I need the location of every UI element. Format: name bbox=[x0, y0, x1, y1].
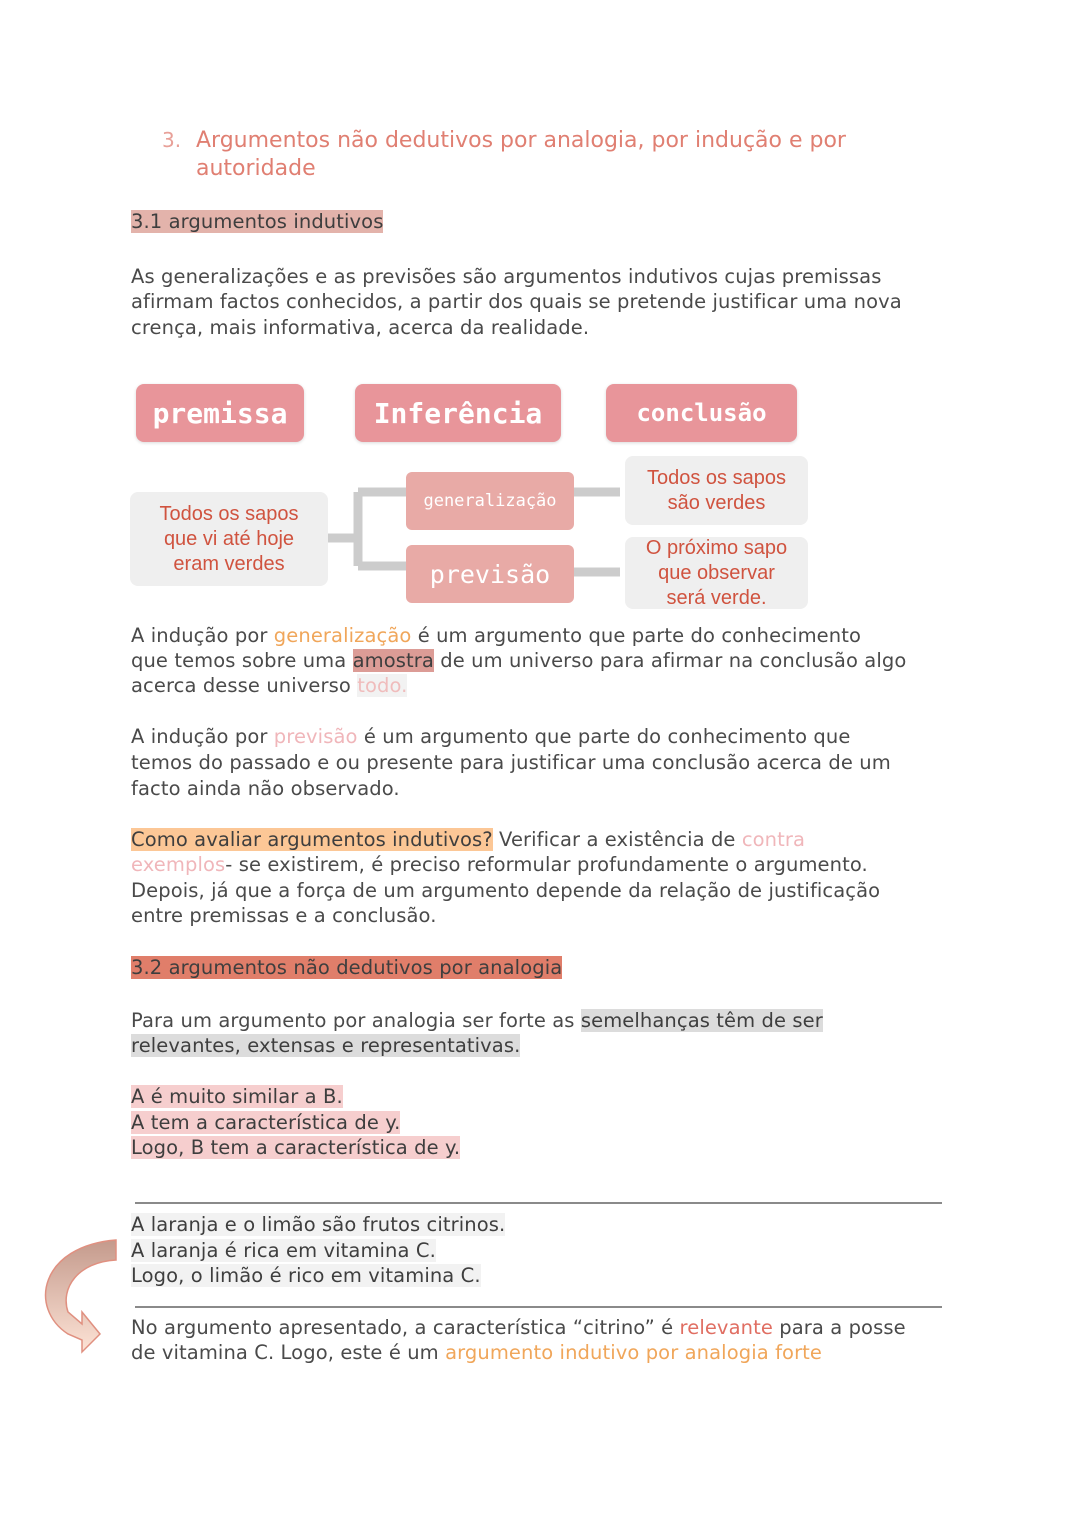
paragraph-line bbox=[131, 776, 400, 802]
premise-box bbox=[130, 492, 328, 586]
premise-line: Todos os sapos bbox=[159, 502, 299, 525]
paragraph-line bbox=[131, 878, 880, 904]
header-inferencia: Inferência bbox=[355, 384, 561, 442]
schema-line bbox=[131, 1084, 343, 1110]
text-segment: Depois, já que a força de um argumento depende da relação de justificação bbox=[131, 879, 881, 902]
header-conclusao: conclusão bbox=[606, 384, 797, 442]
text-segment: acerca desse universo bbox=[131, 674, 358, 697]
highlighted-text: Como avaliar argumentos indutivos? bbox=[131, 828, 493, 851]
previsao-box: previsão bbox=[406, 545, 574, 603]
text-segment: entre premissas e a conclusão. bbox=[131, 904, 437, 927]
highlighted-text: amostra bbox=[352, 649, 434, 672]
text-segment: No argumento apresentado, a característica “citrino” é bbox=[131, 1316, 680, 1339]
highlighted-text: previsão bbox=[273, 725, 358, 748]
highlighted-text: relevantes, extensas e representativas. bbox=[131, 1034, 521, 1057]
divider bbox=[135, 1202, 942, 1204]
conclusion-box-generalization bbox=[625, 456, 808, 525]
paragraph-line bbox=[131, 648, 906, 674]
example-line bbox=[131, 1238, 436, 1264]
highlighted-text: semelhanças têm de ser bbox=[580, 1009, 823, 1032]
conclusion-line: será verde. bbox=[666, 586, 767, 609]
text-segment: de um universo para afirmar na conclusão algo bbox=[433, 649, 907, 672]
highlighted-text: Logo, B tem a característica de y. bbox=[131, 1136, 461, 1159]
paragraph-line bbox=[131, 827, 805, 853]
highlighted-text: todo. bbox=[357, 674, 408, 697]
paragraph-line bbox=[131, 315, 589, 341]
schema-line bbox=[131, 1110, 400, 1136]
curved-arrow-icon bbox=[38, 1238, 120, 1354]
highlighted-text: A laranja e o limão são frutos citrinos. bbox=[131, 1213, 506, 1236]
text-segment: As generalizações e as previsões são argumentos indutivos cujas premissas bbox=[131, 265, 882, 288]
highlighted-text: exemplos bbox=[131, 853, 226, 876]
paragraph-line bbox=[131, 289, 902, 315]
highlighted-text: argumento indutivo por analogia forte bbox=[445, 1341, 823, 1364]
highlighted-text: relevante bbox=[679, 1316, 773, 1339]
paragraph-line bbox=[131, 750, 891, 776]
subheading-3-1 bbox=[131, 209, 383, 235]
paragraph-line bbox=[131, 903, 437, 929]
conclusion-line bbox=[131, 1315, 906, 1341]
schema-line bbox=[131, 1135, 460, 1161]
text-segment: A indução por bbox=[131, 624, 274, 647]
paragraph-line bbox=[131, 724, 850, 750]
premise-line: eram verdes bbox=[173, 552, 285, 575]
text-segment: A indução por bbox=[131, 725, 274, 748]
paragraph-line bbox=[131, 1008, 823, 1034]
text-segment: que temos sobre uma bbox=[131, 649, 353, 672]
text-segment: para a posse bbox=[772, 1316, 906, 1339]
text-segment: é um argumento que parte do conhecimento bbox=[411, 624, 861, 647]
example-line bbox=[131, 1212, 505, 1238]
heading-number: 3. bbox=[162, 128, 182, 152]
highlighted-text: A é muito similar a B. bbox=[131, 1085, 343, 1108]
header-premissa: premissa bbox=[136, 384, 304, 442]
highlighted-text: Logo, o limão é rico em vitamina C. bbox=[131, 1264, 481, 1287]
highlighted-text: contra bbox=[741, 828, 806, 851]
text-segment: é um argumento que parte do conhecimento que bbox=[357, 725, 851, 748]
conclusion-line bbox=[131, 1340, 822, 1366]
text-segment: Verificar a existência de bbox=[492, 828, 742, 851]
paragraph-line bbox=[131, 673, 407, 699]
text-segment: afirmam factos conhecidos, a partir dos quais se pretende justificar uma nova bbox=[131, 290, 902, 313]
conclusion-box-prediction bbox=[625, 537, 808, 609]
conclusion-line: são verdes bbox=[667, 491, 766, 514]
paragraph-line bbox=[131, 623, 861, 649]
paragraph-line bbox=[131, 852, 868, 878]
highlighted-text: 3.1 argumentos indutivos bbox=[131, 210, 384, 233]
highlighted-text: A tem a característica de y. bbox=[131, 1111, 401, 1134]
paragraph-line bbox=[131, 1033, 520, 1059]
generalizacao-box: generalização bbox=[406, 472, 574, 530]
conclusion-line: O próximo sapo bbox=[645, 536, 788, 559]
conclusion-line: Todos os sapos bbox=[647, 466, 786, 489]
premise-line: que vi até hoje bbox=[163, 527, 295, 550]
divider bbox=[135, 1306, 942, 1308]
subheading-3-2 bbox=[131, 955, 562, 981]
highlighted-text: generalização bbox=[273, 624, 412, 647]
text-segment: de vitamina C. Logo, este é um bbox=[131, 1341, 446, 1364]
section-heading-line1: Argumentos não dedutivos por analogia, por indução e por bbox=[196, 128, 846, 153]
text-segment: - se existirem, é preciso reformular profundamente o argumento. bbox=[225, 853, 868, 876]
highlighted-text: A laranja é rica em vitamina C. bbox=[131, 1239, 436, 1262]
section-heading-line2: autoridade bbox=[196, 156, 316, 181]
text-segment: facto ainda não observado. bbox=[131, 777, 400, 800]
text-segment: crença, mais informativa, acerca da realidade. bbox=[131, 316, 590, 339]
conclusion-line: que observar bbox=[658, 561, 775, 584]
text-segment: Para um argumento por analogia ser forte as bbox=[131, 1009, 581, 1032]
highlighted-text: 3.2 argumentos não dedutivos por analogia bbox=[131, 956, 563, 979]
text-segment: temos do passado e ou presente para justificar uma conclusão acerca de um bbox=[131, 751, 891, 774]
example-line bbox=[131, 1263, 481, 1289]
paragraph-line bbox=[131, 264, 882, 290]
